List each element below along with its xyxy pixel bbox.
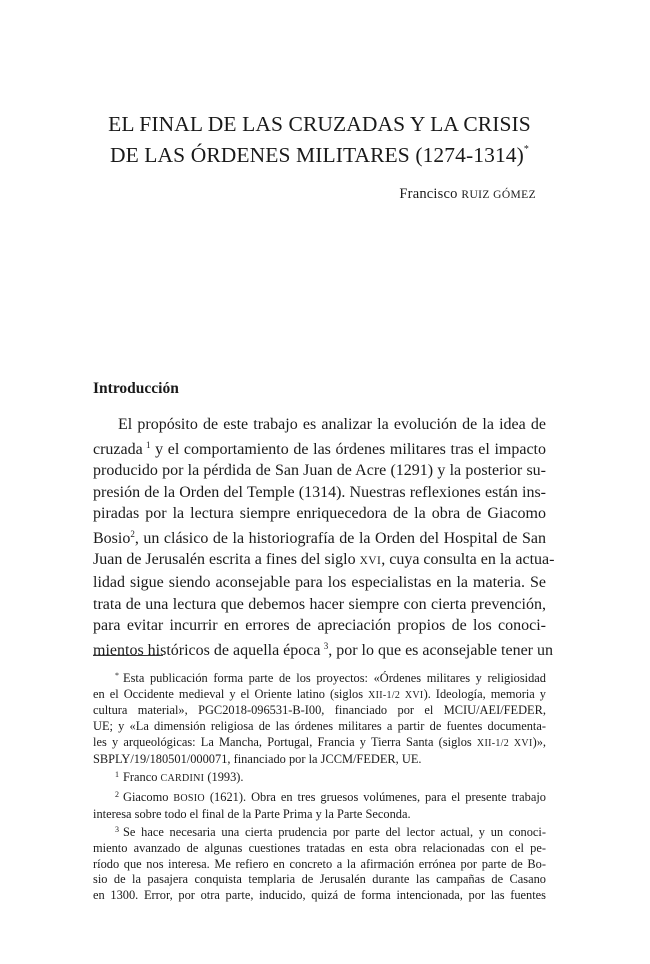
- footnote-text: Franco: [123, 770, 161, 785]
- footnote-mark-star: *: [115, 671, 119, 680]
- body-line: [93, 524, 546, 549]
- footnote-separator: [93, 655, 163, 656]
- title-line-1: EL FINAL DE LAS CRUZADAS Y LA CRISIS: [108, 112, 531, 136]
- body-text-run: y el comportamiento de las órdenes militares tras el impacto: [155, 441, 546, 459]
- roman-numeral: XII-1/2 XVI: [476, 737, 533, 749]
- footnote-mark-3: 3: [115, 825, 119, 835]
- footnote-text: Esta publicación forma parte de los proyectos: «Órdenes militares y religiosidad: [123, 671, 546, 685]
- footnote-text: (1621). Obra en tres gruesos volúmenes, para el presente trabajo: [204, 789, 546, 804]
- footnote-mark-1: 1: [115, 770, 119, 780]
- footnote-line: cultura material», PGC2018-096531-B-I00, financiado por el MCIU/AEI/FEDER,: [93, 703, 546, 718]
- body-line: trata de una lectura que debemos hacer siempre con cierta prevención,: [93, 595, 546, 613]
- body-line: para evitar incurrir en errores de apreciación propios de los conoci-: [93, 616, 546, 634]
- body-line: lidad sigue siendo aconsejable para los especialistas en la materia. Se: [93, 574, 546, 592]
- body-line: [93, 435, 546, 460]
- footnote-line: sio de la pasajera conquista templaria de Jerusalén durante las campañas de Casano: [93, 872, 546, 887]
- footnote-line: SBPLY/19/180501/000071, financiado por la JCCM/FEDER, UE.: [93, 751, 422, 766]
- footnote-line: miento avanzado de algunas cuestiones tratadas en esta obra relacionadas con el pe-: [93, 841, 546, 856]
- article-title: [93, 112, 546, 168]
- footnote-ref-2[interactable]: 2: [130, 529, 135, 540]
- footnote-text: )»,: [532, 734, 546, 749]
- footnote-line: en 1300. Error, por otra parte, inducido, quizá de forma intencionada, por las fuentes: [93, 888, 546, 903]
- footnote-line: [93, 822, 546, 841]
- footnote-text: les y arqueológicas: La Mancha, Portugal, Francia y Tierra Santa (siglos: [93, 734, 477, 749]
- title-line-2: [93, 137, 546, 168]
- cited-surname: BOSIO: [173, 792, 205, 804]
- footnote-text: Se hace necesaria una cierta prudencia por parte del lector actual, y un conoci-: [123, 825, 546, 840]
- roman-numeral: XII-1/2 XVI: [368, 689, 424, 701]
- footnote-line: [93, 767, 546, 787]
- body-paragraph: [93, 414, 555, 661]
- title-footnote-mark[interactable]: *: [523, 144, 530, 155]
- footnote-text: en el Occidente medieval y el Oriente latino (siglos: [93, 686, 369, 701]
- section-heading: Introducción: [93, 380, 179, 397]
- title-line-2-text: DE LAS ÓRDENES MILITARES (1274-1314): [109, 143, 524, 167]
- footnote-line: interesa sobre todo el final de la Parte Prima y la Parte Seconda.: [93, 806, 411, 821]
- author-surname: RUIZ GÓMEZ: [461, 189, 536, 201]
- body-text-run: Juan de Jerusalén escrita a fines del siglo: [93, 551, 360, 569]
- footnote-line: UE; y «La dimensión religiosa de las órdenes militares a partir de fuentes documenta-: [93, 719, 546, 734]
- footnote-line: [93, 787, 546, 807]
- footnote-text: ). Ideología, memoria y: [423, 686, 546, 701]
- footnote-text: (1993).: [204, 770, 244, 785]
- body-line: El propósito de este trabajo es analizar la evolución de la idea de: [118, 416, 546, 433]
- body-line: producido por la pérdida de San Juan de Acre (1291) y la posterior su-: [93, 462, 546, 480]
- author-name: [399, 186, 536, 203]
- body-text-run: Bosio: [93, 530, 131, 548]
- cited-surname: CARDINI: [160, 773, 205, 785]
- footnote-line: [93, 668, 546, 687]
- footnote-ref-3[interactable]: 3: [323, 641, 329, 652]
- footnote-line: [93, 735, 546, 752]
- footnote-line: [93, 687, 546, 704]
- footnote-mark-2: 2: [115, 789, 119, 799]
- footnote-text: Giacomo: [123, 789, 174, 804]
- footnote-ref-1[interactable]: 1: [145, 440, 151, 451]
- body-text-run: cruzada: [93, 441, 143, 459]
- body-text-run: , cuya consulta en la actua-: [381, 551, 555, 569]
- author-first-name: Francisco: [399, 186, 462, 202]
- body-line: [93, 549, 555, 572]
- body-line: presión de la Orden del Temple (1314). Nuestras reflexiones están ins-: [93, 483, 546, 501]
- body-text-run: , por lo que es aconsejable tener un: [328, 642, 553, 660]
- footnote-line: ríodo que nos interesa. Me refiero en concreto a la afirmación errónea por parte de Bo-: [93, 856, 546, 871]
- body-line: [93, 636, 553, 661]
- body-line: piradas por la lectura siempre enriquecedora de la obra de Giacomo: [93, 504, 546, 522]
- body-text-run: , un clásico de la historiografía de la Orden del Hospital de San: [134, 530, 546, 548]
- roman-numeral: XVI: [359, 555, 382, 568]
- body-text-run: mientos históricos de aquella época: [93, 642, 321, 660]
- footnotes: [93, 668, 546, 904]
